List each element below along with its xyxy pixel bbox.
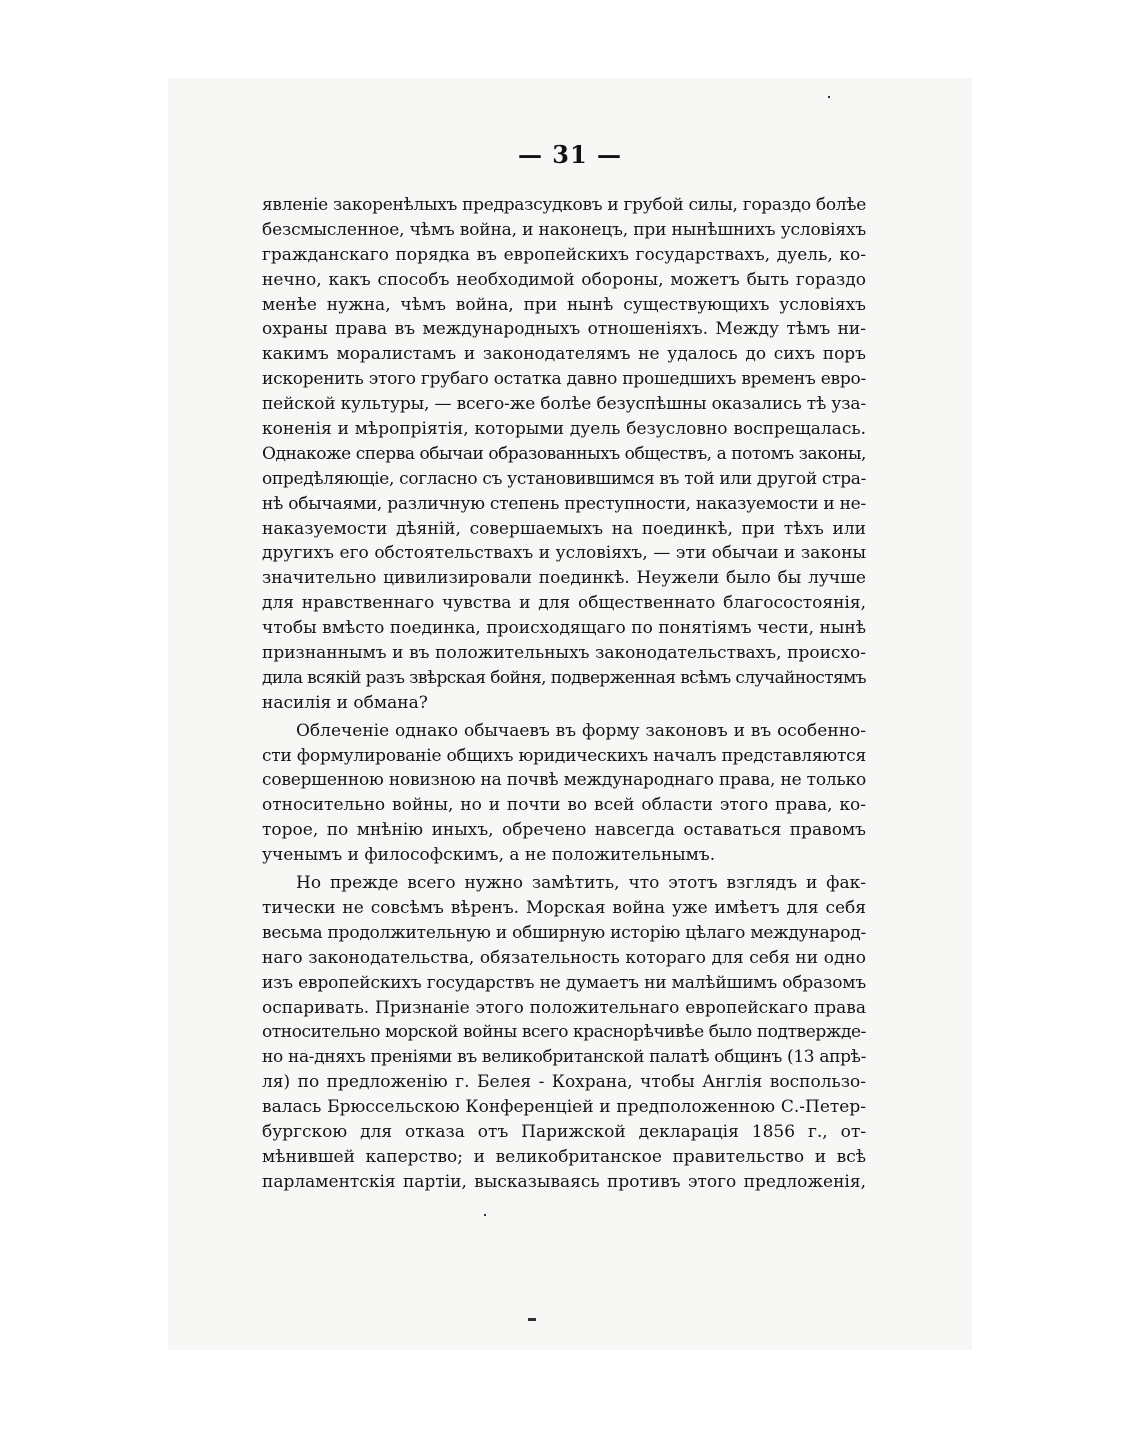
text-line: Однакоже сперва обычаи образованныхъ обществъ, а потомъ законы, (262, 443, 867, 464)
text-line: пейской культуры, — всего-же болѣе безуспѣшны оказались тѣ уза- (262, 394, 866, 415)
text-line: для нравственнаго чувства и для общественнато благосостоянія, (262, 593, 866, 614)
text-line: тически не совсѣмъ вѣренъ. Морская война уже имѣетъ для себя (262, 897, 866, 918)
text-line: весьма продолжительную и обширную исторію цѣлаго международ- (262, 922, 866, 943)
text-line: наго законодательства, обязательность котораго для себя ни одно (262, 947, 866, 968)
text-line: Но прежде всего нужно замѣтить, что этотъ взглядъ и фак- (296, 873, 866, 894)
text-line: коненія и мѣропріятія, которыми дуель безусловно воспрещалась. (262, 419, 866, 440)
text-line: парламентскія партіи, высказываясь противъ этого предложенія, (262, 1171, 866, 1192)
text-line: относительно войны, но и почти во всей области этого права, ко- (262, 795, 866, 816)
page-number: — 31 — (517, 140, 623, 169)
text-line: чтобы вмѣсто поединка, происходящаго по понятіямъ чести, нынѣ (262, 618, 866, 639)
text-line: охраны права въ международныхъ отношеніяхъ. Между тѣмъ ни- (262, 319, 866, 340)
text-line: относительно морской войны всего краснорѣчивѣе было подтвержде- (262, 1022, 866, 1043)
text-line: гражданскаго порядка въ европейскихъ государствахъ, дуель, ко- (262, 244, 866, 265)
text-line: нечно, какъ способъ необходимой обороны, можетъ быть гораздо (262, 269, 866, 290)
text-line: совершенною новизною на почвѣ международнаго права, не только (262, 770, 866, 791)
text-line: дила всякій разъ звѣрская бойня, подверженная всѣмъ случайностямъ (262, 667, 867, 688)
text-line: бургскою для отказа отъ Парижской декларація 1856 г., от- (262, 1121, 866, 1142)
text-line: опредѣляющіе, согласно съ установившимся въ той или другой стра- (262, 468, 866, 489)
text-line: безсмысленное, чѣмъ война, и наконецъ, при нынѣшнихъ условіяхъ (262, 219, 866, 240)
text-line: искоренить этого грубаго остатка давно прошедшихъ временъ евро- (262, 369, 866, 390)
text-line: валась Брюссельскою Конференціей и предположенною С.-Петер- (262, 1097, 866, 1118)
text-line: изъ европейскихъ государствъ не думаетъ ни малѣйшимъ образомъ (262, 972, 866, 993)
text-line: явленіе закоренѣлыхъ предразсудковъ и грубой силы, гораздо болѣе (262, 195, 866, 215)
scan-speck (828, 96, 830, 98)
text-line: значительно цивилизировали поединкѣ. Неужели было бы лучше (262, 568, 866, 589)
text-line: Облеченіе однако обычаевъ въ форму законовъ и въ особенно- (296, 720, 866, 741)
text-line: какимъ моралистамъ и законодателямъ не удалось до сихъ поръ (262, 344, 866, 365)
text-line: ученымъ и философскимъ, а не положительнымъ. (262, 845, 716, 866)
text-line: сти формулированіе общихъ юридическихъ началъ представляются (262, 745, 866, 766)
text-line: но на-дняхъ преніями въ великобританской палатѣ общинъ (13 апрѣ- (262, 1047, 866, 1068)
text-line: признаннымъ и въ положительныхъ законодательствахъ, происхо- (262, 643, 866, 664)
text-line: насилія и обмана? (262, 692, 428, 713)
text-line: другихъ его обстоятельствахъ и условіяхъ, — эти обычаи и законы (262, 543, 866, 564)
text-line: менѣе нужна, чѣмъ война, при нынѣ существующихъ условіяхъ (262, 294, 866, 315)
text-line: торое, по мнѣнію иныхъ, обречено навсегда оставаться правомъ (262, 820, 866, 841)
scan-speck (484, 1214, 486, 1216)
text-line: нѣ обычаями, различную степень преступности, наказуемости и не- (262, 493, 866, 514)
text-line: ля) по предложенію г. Белея - Кохрана, чтобы Англія воспользо- (262, 1072, 866, 1093)
body-text (262, 193, 866, 1195)
scan-speck (528, 1318, 536, 1321)
text-line: мѣнившей каперство; и великобританское правительство и всѣ (262, 1146, 866, 1167)
text-line: наказуемости дѣяній, совершаемыхъ на поединкѣ, при тѣхъ или (262, 518, 866, 539)
text-line: оспаривать. Признаніе этого положительнаго европейскаго права (262, 997, 866, 1018)
